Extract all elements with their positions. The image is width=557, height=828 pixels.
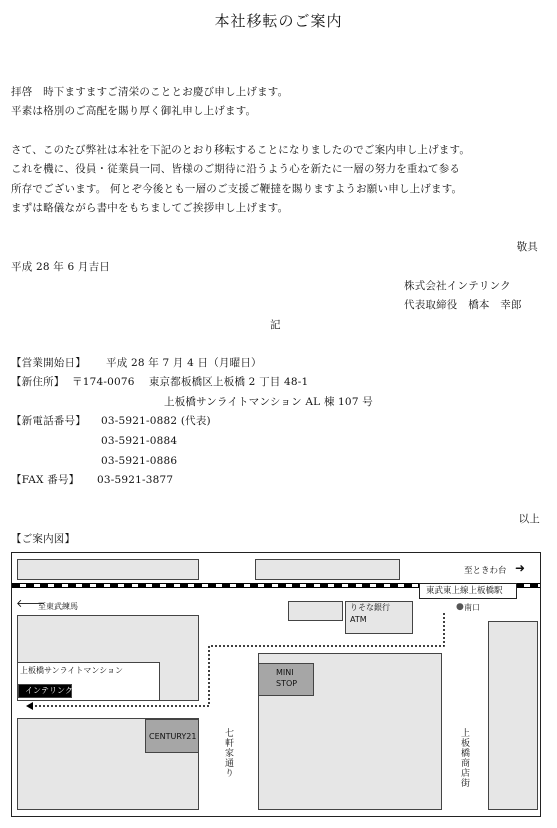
closing-ijo: 以上 [518, 513, 540, 525]
street-nanaken-label: 七軒家通り [223, 728, 233, 778]
ministop-label-2: STOP [276, 679, 298, 688]
greeting-line-1: 拝啓 時下ますますご清栄のこととお慶び申し上げます。 [11, 86, 289, 98]
address-line-2: 上板橋サンライトマンション AL 棟 107 号 [164, 396, 373, 408]
phone-number-1: 03-5921-0882 (代表) [101, 415, 211, 427]
resona-atm-label: ATM [350, 615, 367, 624]
south-exit-label: 南口 [464, 603, 480, 612]
fax-number: 03-5921-3877 [97, 474, 174, 486]
address-label: 【新住所】 [11, 376, 65, 388]
representative-name: 代表取締役 橋本 幸郎 [404, 299, 522, 311]
body-line-2: これを機に、役員・従業員一同、皆様のご期待に沿うよう心を新たに一層の努力を重ねて参る [11, 163, 461, 175]
address-line-1: 〒174-0076 東京都板橋区上板橋 2 丁目 48-1 [72, 376, 309, 388]
route-path [12, 553, 540, 816]
station-name: 東武東上線上板橋駅 [426, 586, 503, 596]
start-date-label: 【営業開始日】 [11, 357, 86, 369]
map-heading: 【ご案内図】 [11, 533, 76, 545]
mansion-name: 上板橋サンライトマンション [20, 666, 123, 675]
resona-bank-label: りそな銀行 [350, 603, 390, 612]
ministop-label-1: MINI [276, 668, 294, 677]
fax-label: 【FAX 番号】 [11, 474, 80, 486]
greeting-line-2: 平素は格別のご高配を賜り厚く御礼申し上げます。 [11, 105, 257, 117]
ki-heading: 記 [270, 319, 281, 331]
body-line-1: さて、このたび弊社は本社を下記のとおり移転することになりましたのでご案内申し上げます。 [11, 144, 471, 156]
start-date-value: 平成 28 年 7 月 4 日（月曜日） [106, 357, 262, 369]
arrow-right-icon: ➜ [515, 561, 526, 575]
closing-keigu: 敬具 [516, 241, 538, 253]
century21-label: CENTURY21 [149, 732, 197, 741]
phone-number-2: 03-5921-0884 [101, 435, 178, 447]
to-ikebukuro-label: 至東武練馬 [38, 602, 78, 611]
access-map [11, 552, 541, 817]
to-tokiwadai-label: 至ときわ台 [464, 566, 507, 576]
south-exit-dot-icon: ● [456, 602, 464, 612]
letter-date: 平成 28 年 6 月吉日 [11, 261, 110, 273]
phone-label: 【新電話番号】 [11, 415, 86, 427]
street-shotengai-label: 上板橋商店街 [459, 728, 469, 788]
page-title: 本社移転のご案内 [214, 12, 343, 30]
body-line-4: まずは略儀ながら書中をもちましてご挨拶申し上げます。 [11, 202, 289, 214]
company-name: 株式会社インテリンク [404, 280, 511, 292]
arrow-left-icon: 🡐 [16, 597, 46, 610]
phone-number-3: 03-5921-0886 [101, 455, 178, 467]
company-tag-label: インテリンク [25, 686, 73, 695]
body-line-3: 所存でございます。 何とぞ今後とも一層のご支援ご鞭撻を賜りますようお願い申し上げます。 [11, 183, 463, 195]
